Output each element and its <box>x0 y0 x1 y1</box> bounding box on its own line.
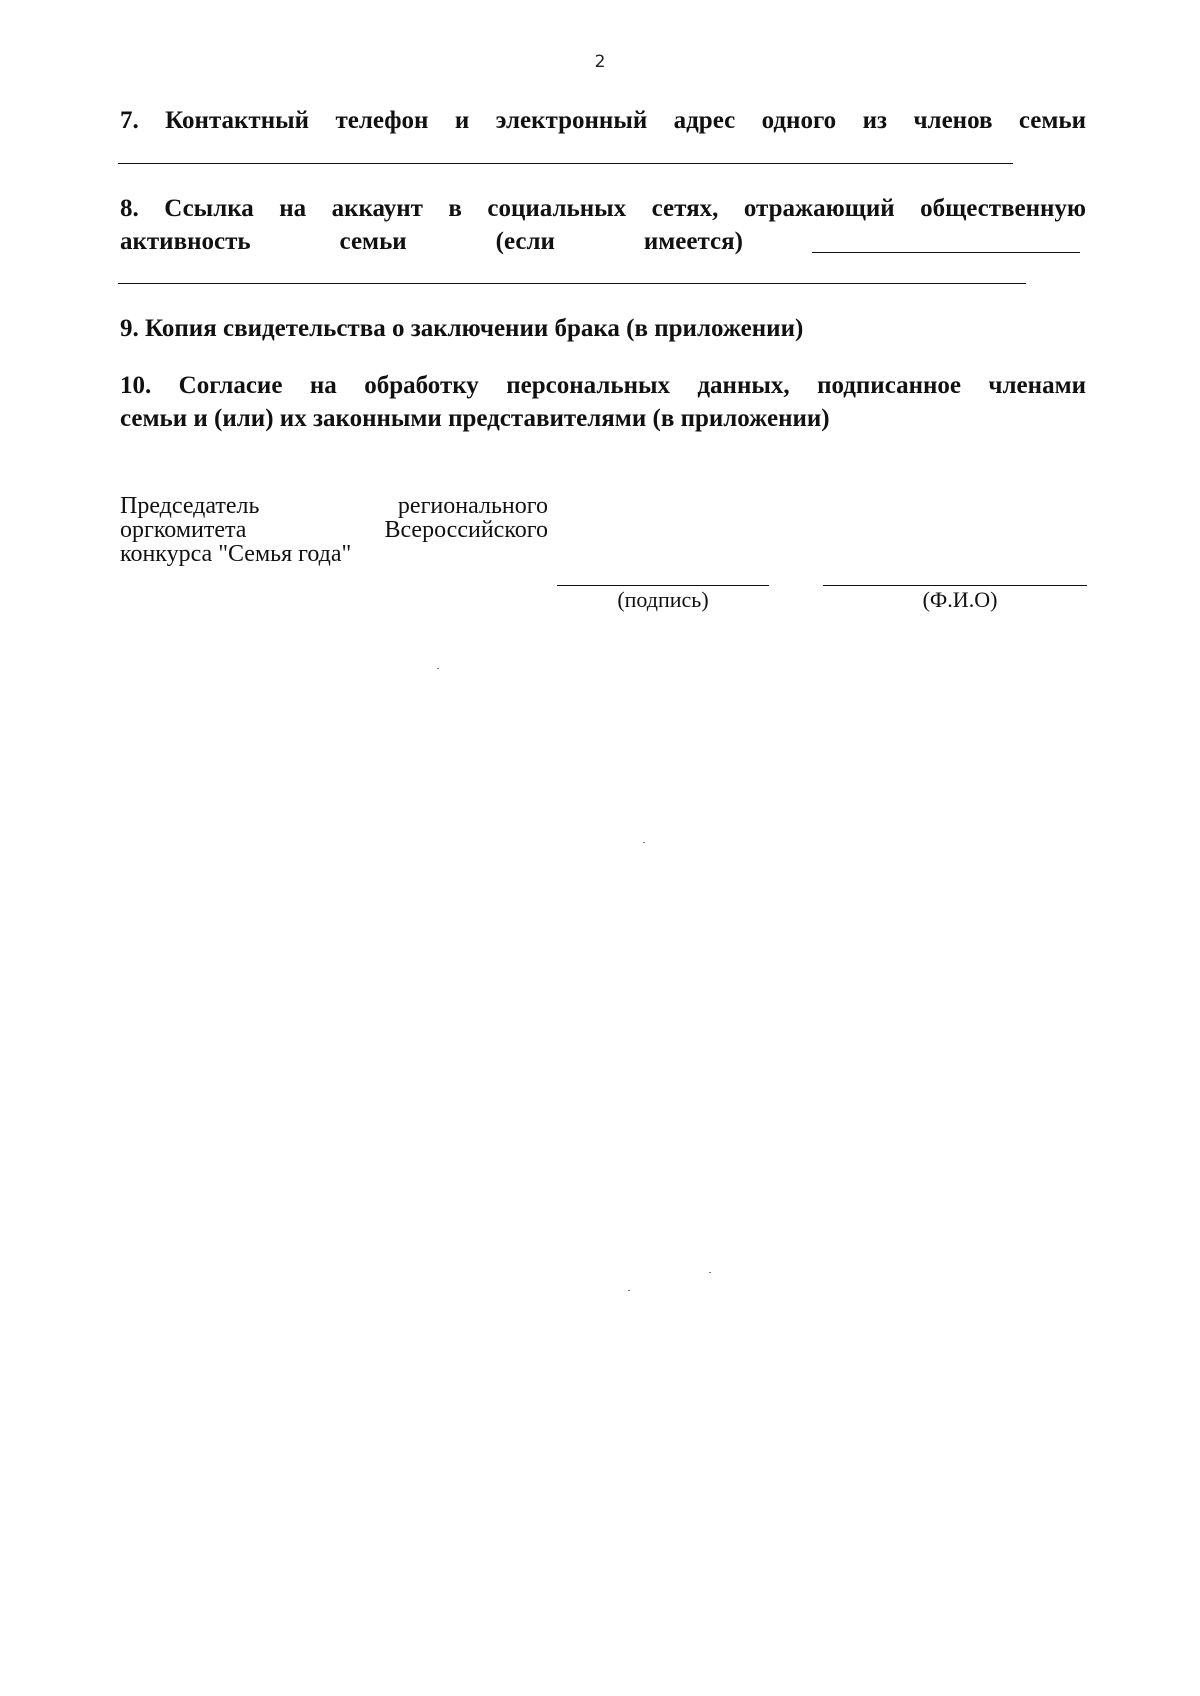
scan-speck <box>709 1272 711 1273</box>
item-8-fill-line <box>118 283 1026 284</box>
item-7-fill-line <box>118 163 1013 164</box>
page-number: 2 <box>594 52 606 72</box>
item-10-line-1: 10. Согласие на обработку персональных данных, подписанное членами <box>120 372 1086 399</box>
scan-speck <box>628 1290 630 1291</box>
item-8-inline-fill-line <box>812 252 1080 253</box>
name-line <box>823 585 1087 586</box>
item-7-contact-info: 7. Контактный телефон и электронный адрес одного из членов семьи <box>120 107 1086 134</box>
item-8-social-link <box>120 192 1086 258</box>
item-8-line-1: 8. Ссылка на аккаунт в социальных сетях, отражающий общественную <box>120 195 1086 222</box>
scan-speck <box>643 842 645 843</box>
signature-line <box>557 585 769 586</box>
item-10-consent <box>120 369 1086 435</box>
name-caption: (Ф.И.О) <box>922 587 998 612</box>
item-9-marriage-certificate: 9. Копия свидетельства о заключении брака (в приложении) <box>120 315 804 342</box>
signer-title-line-1: Председатель регионального <box>120 493 548 519</box>
item-10-line-2: семьи и (или) их законными представителями (в приложении) <box>120 405 830 432</box>
item-8-line-2: активность семьи (если имеется) <box>120 228 743 255</box>
signer-title-line-2: оргкомитета Всероссийского <box>120 517 548 543</box>
signature-caption: (подпись) <box>617 587 709 612</box>
scan-speck <box>437 668 439 669</box>
signer-title-line-3: конкурса "Семья года" <box>120 541 352 567</box>
signer-title <box>120 494 548 566</box>
